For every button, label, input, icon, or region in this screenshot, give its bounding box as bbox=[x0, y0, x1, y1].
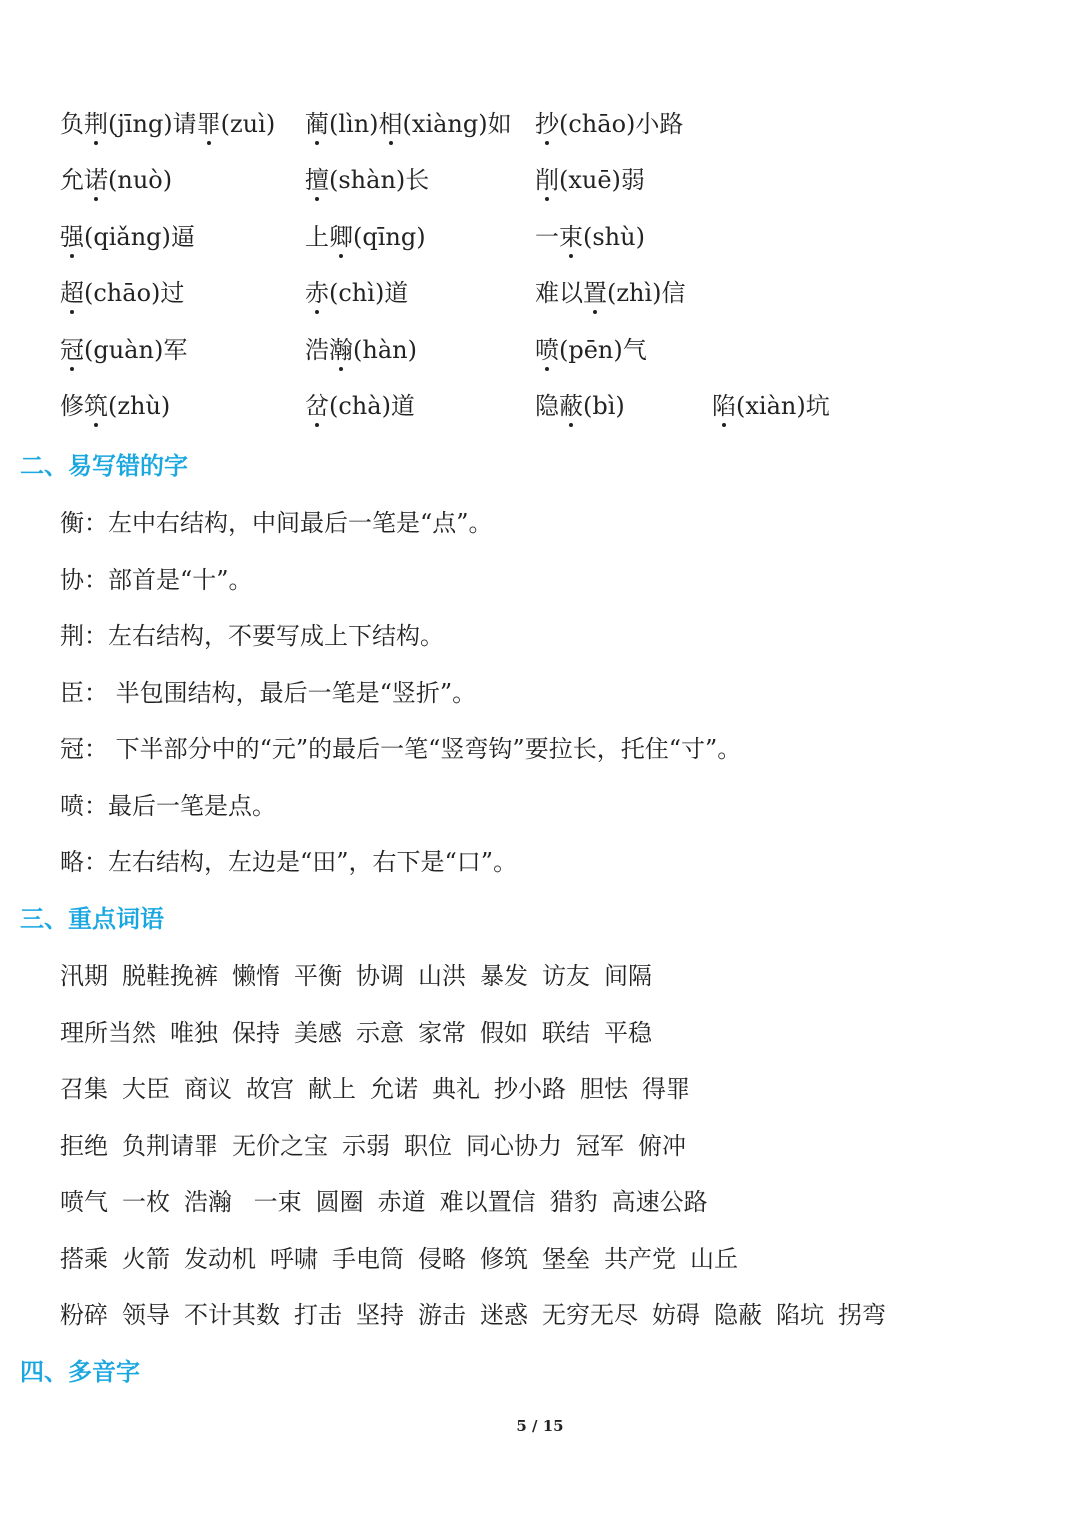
key-word: 拒绝 bbox=[60, 1131, 108, 1160]
key-word: 山丘 bbox=[690, 1244, 738, 1273]
pinyin-entry bbox=[535, 330, 647, 370]
word-row bbox=[60, 1239, 752, 1279]
key-word: 得罪 bbox=[642, 1075, 690, 1103]
pinyin-entry bbox=[305, 217, 426, 257]
dotted-character: 相 bbox=[379, 104, 403, 144]
dotted-character: 削 bbox=[535, 160, 559, 200]
key-word: 故宫 bbox=[246, 1075, 294, 1103]
pinyin-entry bbox=[60, 217, 195, 257]
key-word: 暴发 bbox=[480, 962, 528, 990]
pinyin-entry bbox=[60, 386, 170, 426]
key-word: 懒惰 bbox=[232, 962, 280, 990]
entry-text: (pēn)气 bbox=[559, 336, 647, 364]
key-word: 山洪 bbox=[418, 962, 466, 990]
mistake-item: 喷：最后一笔是点。 bbox=[60, 791, 276, 820]
mistake-item: 协：部首是“十”。 bbox=[60, 565, 253, 594]
entry-text: 隐 bbox=[535, 392, 559, 420]
dotted-character: 喷 bbox=[535, 330, 559, 370]
entry-text: (xiàng)如 bbox=[402, 110, 512, 138]
key-word: 脱鞋挽裤 bbox=[122, 962, 218, 990]
entry-text: 上 bbox=[305, 223, 329, 251]
dotted-character: 强 bbox=[60, 217, 84, 257]
dotted-character: 陷 bbox=[712, 386, 736, 426]
key-word: 修筑 bbox=[480, 1244, 528, 1273]
dotted-character: 罪 bbox=[197, 104, 221, 144]
entry-text: 修 bbox=[60, 392, 84, 420]
entry-text: (lìn) bbox=[329, 110, 379, 138]
key-word: 共产党 bbox=[604, 1244, 676, 1273]
key-word: 圆圈 bbox=[315, 1188, 364, 1216]
key-word: 职位 bbox=[404, 1131, 452, 1160]
key-word: 堡垒 bbox=[542, 1244, 590, 1273]
dotted-character: 岔 bbox=[305, 386, 329, 426]
entry-text: 允 bbox=[60, 166, 84, 194]
pinyin-entry bbox=[305, 160, 429, 200]
key-word: 不计其数 bbox=[184, 1301, 280, 1329]
key-word: 冠军 bbox=[576, 1131, 624, 1160]
pinyin-entry bbox=[535, 273, 686, 313]
word-row bbox=[60, 1295, 900, 1335]
key-word: 负荆请罪 bbox=[122, 1131, 218, 1160]
entry-text: (xiàn)坑 bbox=[736, 392, 830, 420]
pinyin-entry bbox=[60, 104, 275, 144]
key-word: 平衡 bbox=[294, 962, 342, 990]
pinyin-entry bbox=[305, 330, 417, 370]
key-word: 拐弯 bbox=[838, 1301, 886, 1329]
key-word: 游击 bbox=[418, 1301, 466, 1329]
entry-text: (nuò) bbox=[108, 166, 173, 194]
entry-text: (guàn)军 bbox=[84, 336, 188, 364]
entry-text: (zuì) bbox=[220, 110, 276, 138]
pinyin-entry bbox=[712, 386, 830, 426]
key-word: 示弱 bbox=[342, 1131, 390, 1160]
dotted-character: 抄 bbox=[535, 104, 559, 144]
key-word: 胆怯 bbox=[580, 1075, 628, 1103]
entry-text: (zhù) bbox=[108, 392, 171, 420]
key-word: 迷惑 bbox=[480, 1301, 528, 1329]
key-word: 搭乘 bbox=[60, 1244, 108, 1273]
mistake-item: 冠： 下半部分中的“元”的最后一笔“竖弯钩”要拉长，托住“寸”。 bbox=[60, 735, 742, 763]
key-word: 访友 bbox=[542, 962, 590, 990]
key-word: 火箭 bbox=[122, 1244, 170, 1273]
key-word: 抄小路 bbox=[494, 1075, 566, 1103]
key-word: 陷坑 bbox=[776, 1301, 824, 1329]
dotted-character: 超 bbox=[60, 273, 84, 313]
dotted-character: 擅 bbox=[305, 160, 329, 200]
key-word: 妨碍 bbox=[652, 1301, 700, 1329]
key-word: 示意 bbox=[356, 1018, 404, 1047]
key-word: 保持 bbox=[232, 1018, 280, 1047]
entry-text: (shàn)长 bbox=[329, 166, 430, 194]
key-word: 打击 bbox=[294, 1301, 342, 1329]
mistake-item: 臣： 半包围结构，最后一笔是“竖折”。 bbox=[60, 678, 477, 707]
entry-text: (qīng) bbox=[353, 223, 426, 251]
page-number: 5 / 15 bbox=[516, 1417, 564, 1435]
dotted-character: 蔺 bbox=[305, 104, 329, 144]
dotted-character: 卿 bbox=[329, 217, 353, 257]
dotted-character: 束 bbox=[559, 217, 583, 257]
dotted-character: 诺 bbox=[84, 160, 108, 200]
mistake-item: 略：左右结构，左边是“田”，右下是“口”。 bbox=[60, 848, 518, 876]
key-word: 假如 bbox=[480, 1018, 528, 1047]
key-word: 联结 bbox=[542, 1018, 590, 1047]
entry-text: (zhì)信 bbox=[607, 279, 686, 307]
key-word: 发动机 bbox=[184, 1244, 256, 1273]
entry-text: 一 bbox=[535, 223, 559, 251]
key-word: 汛期 bbox=[60, 962, 108, 990]
entry-text: (chāo)过 bbox=[84, 279, 185, 307]
key-word: 大臣 bbox=[122, 1075, 170, 1103]
entry-text: (shù) bbox=[583, 223, 645, 251]
dotted-character: 冠 bbox=[60, 330, 84, 370]
key-word: 美感 bbox=[294, 1018, 342, 1047]
entry-text: 负 bbox=[60, 110, 84, 138]
key-word: 协调 bbox=[356, 962, 404, 990]
pinyin-entry bbox=[305, 386, 415, 426]
word-row bbox=[60, 1182, 722, 1222]
key-word: 手电筒 bbox=[332, 1244, 404, 1273]
pinyin-entry bbox=[60, 330, 187, 370]
word-row bbox=[60, 1126, 700, 1166]
key-word: 无穷无尽 bbox=[542, 1301, 638, 1329]
entry-text: (qiǎng)逼 bbox=[84, 223, 195, 251]
key-word: 允诺 bbox=[370, 1075, 418, 1103]
pinyin-entry bbox=[305, 273, 408, 313]
key-word: 平稳 bbox=[604, 1018, 652, 1047]
key-word: 间隔 bbox=[604, 962, 652, 990]
entry-text: (xuē)弱 bbox=[559, 166, 645, 194]
entry-text: (hàn) bbox=[353, 336, 417, 364]
key-word: 一枚 bbox=[122, 1188, 170, 1216]
word-row bbox=[60, 1069, 704, 1109]
key-word: 俯冲 bbox=[638, 1131, 686, 1160]
word-row bbox=[60, 1013, 666, 1053]
pinyin-entry bbox=[60, 160, 172, 200]
entry-text: (jīng)请 bbox=[108, 110, 197, 138]
key-word: 同心协力 bbox=[466, 1131, 562, 1160]
key-word: 侵略 bbox=[418, 1244, 466, 1273]
key-word: 隐蔽 bbox=[714, 1301, 762, 1329]
key-word: 浩瀚 bbox=[184, 1188, 232, 1216]
key-word: 难以置信 bbox=[439, 1188, 536, 1216]
entry-text: 浩 bbox=[305, 336, 329, 364]
entry-text: (chì)道 bbox=[329, 279, 409, 307]
section-heading-4: 四、多音字 bbox=[20, 1358, 140, 1386]
key-word: 高速公路 bbox=[611, 1188, 708, 1216]
section-heading-3: 三、重点词语 bbox=[20, 905, 164, 933]
key-word: 喷气 bbox=[60, 1188, 108, 1216]
entry-text: 难以 bbox=[535, 279, 583, 307]
pinyin-entry bbox=[535, 386, 625, 426]
key-word: 坚持 bbox=[356, 1301, 404, 1329]
key-word: 献上 bbox=[308, 1075, 356, 1103]
key-word: 唯独 bbox=[170, 1018, 218, 1047]
dotted-character: 蔽 bbox=[559, 386, 583, 426]
key-word: 召集 bbox=[60, 1075, 108, 1103]
entry-text: (bì) bbox=[583, 392, 625, 420]
pinyin-entry bbox=[305, 104, 512, 144]
pinyin-entry bbox=[535, 160, 645, 200]
key-word: 家常 bbox=[418, 1018, 466, 1047]
dotted-character: 赤 bbox=[305, 273, 329, 313]
key-word: 粉碎 bbox=[60, 1301, 108, 1329]
word-row bbox=[60, 956, 666, 996]
key-word: 商议 bbox=[184, 1075, 232, 1103]
key-word: 赤道 bbox=[377, 1188, 426, 1216]
mistake-item: 荆：左右结构，不要写成上下结构。 bbox=[60, 622, 444, 650]
dotted-character: 瀚 bbox=[329, 330, 353, 370]
section-heading-2: 二、易写错的字 bbox=[20, 452, 188, 480]
pinyin-entry bbox=[535, 217, 645, 257]
dotted-character: 荆 bbox=[84, 104, 108, 144]
key-word: 典礼 bbox=[432, 1075, 480, 1103]
dotted-character: 筑 bbox=[84, 386, 108, 426]
key-word: 领导 bbox=[122, 1301, 170, 1329]
key-word: 呼啸 bbox=[270, 1244, 318, 1273]
key-word: 无价之宝 bbox=[232, 1131, 328, 1160]
entry-text: (chà)道 bbox=[329, 392, 415, 420]
pinyin-entry bbox=[60, 273, 184, 313]
key-word: 一束 bbox=[246, 1188, 302, 1216]
mistake-item: 衡：左中右结构，中间最后一笔是“点”。 bbox=[60, 509, 493, 537]
key-word: 猎豹 bbox=[549, 1188, 598, 1216]
dotted-character: 置 bbox=[583, 273, 607, 313]
key-word: 理所当然 bbox=[60, 1018, 156, 1047]
pinyin-entry bbox=[535, 104, 683, 144]
entry-text: (chāo)小路 bbox=[559, 110, 684, 138]
